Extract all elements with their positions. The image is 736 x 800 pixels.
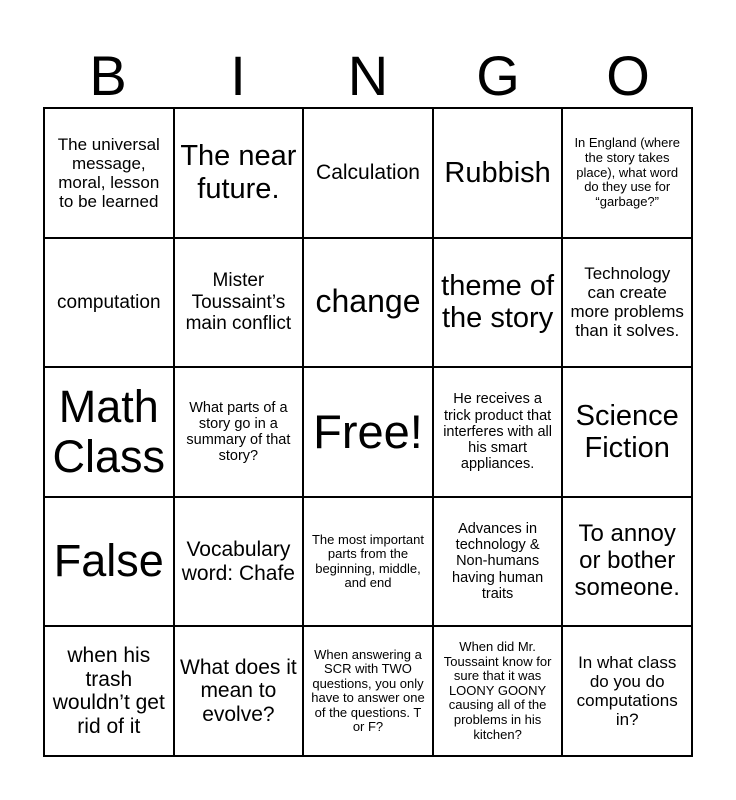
cell-text: Calculation [316, 161, 420, 185]
cell-text: In what class do you do computations in? [576, 653, 678, 730]
header-letter-o: O [606, 44, 650, 107]
cell-text: Advances in technology & Non-humans having human traits [452, 521, 544, 602]
cell-text: What parts of a story go in a summary of that story? [186, 399, 291, 465]
bingo-cell[interactable] [174, 497, 304, 627]
bingo-cell[interactable] [44, 367, 174, 497]
bingo-cell[interactable] [44, 108, 174, 238]
bingo-cell[interactable] [174, 238, 304, 368]
bingo-cell[interactable] [433, 108, 563, 238]
cell-text: Rubbish [444, 156, 551, 189]
bingo-cell[interactable] [303, 497, 433, 627]
header-letter-i: I [230, 44, 246, 107]
bingo-cell[interactable] [174, 367, 304, 497]
bingo-cell[interactable] [562, 108, 692, 238]
cell-text: What does it mean to evolve? [180, 655, 297, 726]
bingo-cell[interactable] [303, 238, 433, 368]
bingo-cell[interactable] [303, 626, 433, 756]
bingo-cell[interactable] [44, 238, 174, 368]
cell-text: change [315, 283, 421, 320]
bingo-cell[interactable] [433, 238, 563, 368]
cell-text: False [53, 535, 164, 587]
header-letter-b: B [89, 44, 127, 107]
bingo-cell[interactable] [433, 626, 563, 756]
cell-text: He receives a trick product that interferes with all his smart appliances. [443, 391, 552, 473]
cell-text: theme of the story [441, 269, 555, 335]
bingo-cell[interactable] [174, 108, 304, 238]
cell-text: When answering a SCR with TWO questions, you only have to answer one of the questions. T or F? [311, 646, 425, 735]
cell-text: To annoy or bother someone. [574, 520, 680, 602]
free-space-text: Free! [313, 404, 423, 458]
cell-text: computation [57, 291, 161, 313]
header-letter-n: N [347, 44, 389, 107]
cell-text: when his trash wouldn’t get rid of it [52, 644, 165, 738]
cell-text: The most important parts from the beginning, middle, and end [311, 531, 424, 591]
bingo-cell[interactable] [562, 497, 692, 627]
cell-text: Mister Toussaint’s main conflict [185, 270, 292, 335]
cell-text: When did Mr. Toussaint know for sure that it was LOONY GOONY causing all of the problems in his kitchen? [443, 639, 552, 742]
bingo-board [43, 107, 693, 757]
cell-text: Vocabulary word: Chafe [181, 538, 295, 585]
bingo-cell[interactable] [562, 238, 692, 368]
bingo-header [43, 44, 693, 108]
bingo-cell[interactable] [562, 367, 692, 497]
bingo-cell[interactable] [44, 626, 174, 756]
cell-text: Technology can create more problems than it solves. [570, 264, 684, 341]
bingo-cell[interactable] [174, 626, 304, 756]
bingo-cell[interactable] [44, 497, 174, 627]
cell-text: The near future. [180, 140, 297, 205]
bingo-cell[interactable] [303, 108, 433, 238]
cell-text: Science Fiction [575, 399, 679, 464]
bingo-cell[interactable] [433, 497, 563, 627]
bingo-cell[interactable] [433, 367, 563, 497]
cell-text: In England (where the story takes place), what word do they use for “garbage?” [574, 135, 680, 209]
cell-text: The universal message, moral, lesson to be learned [57, 134, 160, 211]
header-letter-g: G [476, 44, 520, 107]
free-space-cell[interactable] [303, 367, 433, 497]
bingo-cell[interactable] [562, 626, 692, 756]
cell-text: Math Class [52, 380, 166, 482]
